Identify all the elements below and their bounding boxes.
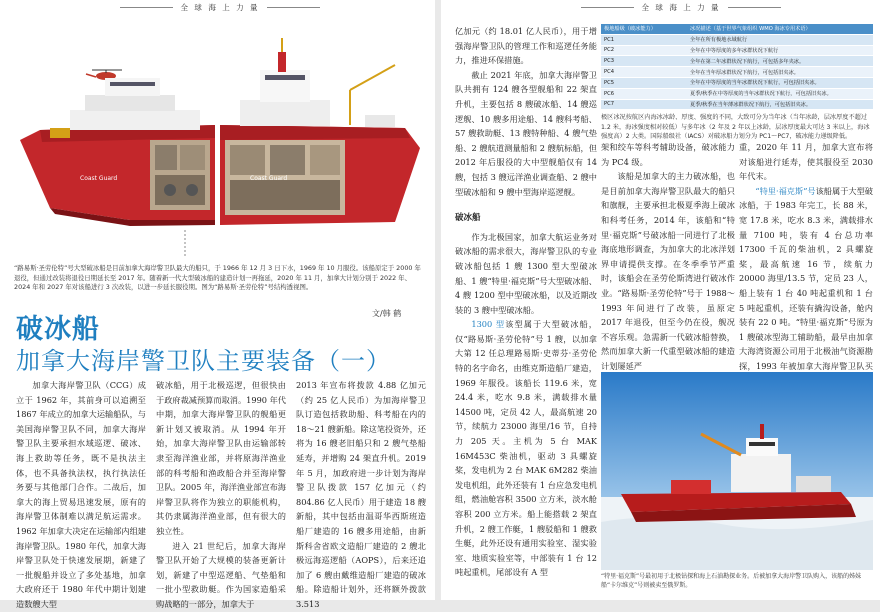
model-1300-label: 1300 型 bbox=[471, 319, 506, 330]
table-header-cell: 极地船级（破冰能力） bbox=[601, 24, 687, 34]
table-cell: PC7 bbox=[601, 99, 687, 110]
ice-class-table bbox=[601, 24, 873, 110]
ship-illustration-caption: “路易斯·圣劳伦特”号大型破冰船是目前加拿大海岸警卫队最大的船只，于 1966 年 12 月 3 日下水，1969 年 10 月服役。该船原定于 2000 年退役，但通过改装将退役日期延长至 2017 年。随着新一代大型破冰船的建造计划一再拖延，2020 年 11 月，加拿大计划分别于 2022 年、2024 年和 2027 年对该船进行 3 次改装，以进一步延长服役期。图为“路易斯·圣劳伦特”号结构透视图。 bbox=[14, 264, 421, 292]
table-cell: PC3 bbox=[601, 56, 687, 67]
right-banner bbox=[581, 0, 781, 14]
table-row bbox=[601, 45, 873, 56]
table-cell: PC6 bbox=[601, 88, 687, 99]
ship-hull-label-rear: Coast Guard bbox=[250, 175, 288, 182]
article-subtitle: 加拿大海岸警卫队主要装备（一） bbox=[16, 347, 391, 375]
photo-caption: “特里·福克斯”号最初用于北极钻探和海上石油勘探业务。后被加拿大海岸警卫队购入，该船的姊妹船“卡尔维克”号则被卖至俄罗斯。 bbox=[601, 573, 862, 589]
table-note: 极区冰况按航区内海冰冰龄、厚度、强度的不同，大致可分为当年冰（当年冰龄，层冰厚度不超过 1.2 米，海冰强度相对较低）与多年冰（2 年及 2 年以上冰龄，层冰厚度最大可达 3 米以上，海冰强度高）2 大类。国际船级社（IACS）对破冰船力划分为 PC1～PC7，破冰能力递级降低。 bbox=[601, 114, 870, 140]
left-page bbox=[0, 0, 435, 609]
paragraph: 该船是加拿大的主力破冰船，也是目前加拿大海岸警卫队最大的船只和旗舰，主要承担北极夏季海上破冰和科考任务，2014 年，该船和“特里·福克斯”号破冰船一同进行了北极海底地形调查，为加拿大的北冰洋划界申请提供支撑。在冬季季节严重时，该船会在圣劳伦斯湾进行破冰作业。“路易斯·圣劳伦特”号于 1988～1993 年间进行了改装，虽原定 2017 年退役，但至今仍在役，舰况不容乐观。急需新一代破冰船替换，然而加拿大新一代重型破冰船的建造计划屡延严 bbox=[601, 171, 735, 371]
table-cell: 全年在中等厚度的当年冰群状况下航行，可包括旧夹冰。 bbox=[687, 77, 873, 88]
table-cell: 夏季/秋季在中等厚度的当年冰群状况下航行，可包括旧夹冰。 bbox=[687, 88, 873, 99]
banner-text: 全 球 海 上 力 量 bbox=[180, 2, 260, 12]
section-heading: 破冰船 bbox=[455, 213, 481, 224]
paragraph: 破冰船，用于北极巡逻，但很快由于政府裁减预算而取消。1990 年代中期，加拿大海岸警卫队的舰船更新计划又被取消。从 1994 年开始，加拿大海岸警卫队由运输部转隶至海洋渔业部，并将原海洋渔业部的科考船和渔政船合并至海岸警卫队。2005 年，海洋渔业部宣布海岸警卫队将作为独立的职能机构，其仍隶属海洋渔业部，但有很大的独立性。 bbox=[156, 380, 286, 536]
right-column-3 bbox=[739, 140, 873, 388]
paragraph: 作为北极国家，加拿大航运业务对破冰船的需求很大，海岸警卫队的专业破冰船包括 1 艘 1300 型大型破冰船、1 艘“特里·福克斯”号大型破冰船、4 艘 1200 型中型破冰船，以及近期改装的 3 艘中型破冰船。 bbox=[455, 231, 597, 315]
table-header-row bbox=[601, 24, 873, 34]
left-column-2 bbox=[156, 378, 286, 612]
ice-class-table-block bbox=[601, 24, 873, 141]
right-column-1 bbox=[455, 24, 597, 580]
ship-hull-label: Coast Guard bbox=[80, 175, 118, 182]
left-banner bbox=[120, 0, 320, 14]
right-column-2 bbox=[601, 140, 735, 374]
table-row bbox=[601, 67, 873, 78]
table-row bbox=[601, 88, 873, 99]
ship-interior-cutaway bbox=[150, 140, 210, 210]
paragraph: 亿加元（约 18.01 亿人民币），用于增强海岸警卫队的管理工作和巡逻任务能力，推进环保措施。 bbox=[455, 26, 597, 66]
terry-fox-photo bbox=[601, 372, 873, 570]
paragraph: 截止 2021 年底，加拿大海岸警卫队共拥有 124 艘各型舰船和 22 架直升机，主要包括 8 艘破冰船、14 艘巡逻舰、10 艘多用途船、14 艘科考船、57 艘救助艇、13 艘特种船、4 艘气垫船、2 艘航道测量船和 2 艘航标船，但 2012 年后服役的大中型舰船仅有 14 艘，包括 3 艘远洋渔业调查船、2 艘中型破冰船和 9 艘中型海岸巡逻舰。 bbox=[455, 69, 597, 197]
table-row bbox=[601, 77, 873, 88]
table-row bbox=[601, 34, 873, 45]
ship-hull-rear-section bbox=[220, 38, 420, 225]
paragraph: 架和绞车等科考辅助设备，破冰能力为 PC4 级。 bbox=[601, 142, 735, 167]
paragraph: 该型属于大型破冰船，仅“路易斯·圣劳伦特”号 1 艘，以加拿大第 12 任总理路易斯·史蒂芬·圣劳伦特的名字命名，由维克斯造船厂建造，1969 年服役。该船长 119.6 米，宽 24.4 米，吃水 9.8 米，满载排水量 14500 吨，定员 42 人，最高航速 20 节，续航力 23000 海里/16 节，自持力 205 天。主机为 5 台 MAK 16M453C 柴油机，驱动 3 具螺旋桨，发电机为 2 台 MAK 6M282 柴油发电机组，此外还装有 1 台应急发电机组，燃油舱容积 3500 立方米，淡水舱容积 200 立方米。船上能搭载 2 架直升机，2 艘工作艇，1 艘驳船和 1 艘救生艇，此外还设有通用实验室、湿实验室、地质实验室等，中部装有 1 台 12 吨起重机，尾部设有 A 型 bbox=[455, 319, 597, 578]
ship-cutaway-illustration bbox=[10, 30, 428, 260]
right-page bbox=[441, 0, 880, 600]
left-column-3 bbox=[296, 378, 426, 612]
table-row bbox=[601, 99, 873, 110]
paragraph: 加拿大海岸警卫队（CCG）成立于 1962 年，其前身可以追溯至 1867 年成立的加拿大运输船队，与美国海岸警卫队不同，加拿大海岸警卫队主要承担水域巡逻、破冰、海上救助等任务，既不是执法主体，也不具备执法权，执行执法任务要与其他部门合作。二战后，加拿大的海上贸易迅速发展，原有的海岸警卫体制难以满足航运需求。1962 年加拿大决定在运输部内组建海岸警卫队。1980 年代，加拿大海岸警卫队处于快速发展期，新建了一批舰船并设立了多处基地，加拿大政府还于 1980 年代中期计划建造数艘大型 bbox=[16, 380, 146, 609]
table-cell: 全年在第二年冰群状况下航行，可包括多年夹冰。 bbox=[687, 56, 873, 67]
author-byline: 文/韩 鹤 bbox=[372, 309, 402, 318]
table-row bbox=[601, 56, 873, 67]
table-cell: 全年在中等厚度的多年冰群状况下航行 bbox=[687, 45, 873, 56]
table-header-cell: 冰况描述（基于世界气象组织 WMO 海冰专用术语） bbox=[687, 24, 873, 34]
article-title: 破冰船 bbox=[16, 314, 100, 345]
paragraph: 该船属于大型破冰船，于 1983 年完工，长 88 米，宽 17.8 米，吃水 8.3 米，满载排水量 7100 吨，装有 4 台总功率 17300 千瓦的柴油机，2 具螺旋桨，最高航速 16 节，续航力 20000 海里/13.5 节，定员 23 人，船上装有 1 台 40 吨起重机和 1 台 5 吨起重机，还装有撬沟设备，舱内装有 22 0 吨。“特里·福克斯”号原为 1 艘破冰型海工辅助船，最早由加拿大海湾资源公司用于北极油气资源勘探，1993 年被加拿大海岸警卫队买 bbox=[739, 185, 873, 371]
banner-text: 全 球 海 上 力 量 bbox=[641, 2, 721, 12]
paragraph: 2013 年宣布将拨款 4.88 亿加元（约 25 亿人民币）为加海岸警卫队订造包括救助船、科考船在内的 18～21 艘新船。除这笔投资外，还将为 16 艘老旧船只和 2 艘气垫船延寿，并增购 24 架直升机。2019 年 5 月，加政府进一步计划为海岸警卫队拨款 157 亿加元（约 804.86 亿人民币）用于建造 18 艘新船，其中包括由温哥华西斯班造船厂建造的 16 艘多用途船，由新斯科舍省欧文造船厂建造的 2 艘北极远海巡逻船（AOPS），后来还追加了 6 艘由戴维造船厂建造的破冰船。除造船计划外，还将额外拨款 3.513 bbox=[296, 380, 426, 609]
paragraph: 重，2020 年 11 月，加拿大宣布将对该船进行延寿，使其服役至 2030 年代末。 bbox=[739, 142, 873, 182]
table-cell: 夏季/秋季在当年薄冰群状况下航行，可包括旧夹冰。 bbox=[687, 99, 873, 110]
table-cell: PC4 bbox=[601, 67, 687, 78]
terry-fox-label: “特里·福克斯”号 bbox=[755, 185, 816, 196]
table-cell: PC2 bbox=[601, 45, 687, 56]
left-column-1 bbox=[16, 378, 146, 612]
table-cell: PC5 bbox=[601, 77, 687, 88]
table-cell: PC1 bbox=[601, 34, 687, 45]
table-cell: 全年在所有极地水域航行 bbox=[687, 34, 873, 45]
paragraph: 进入 21 世纪后，加拿大海岸警卫队开始了大规模的装备更新计划，新建了中型巡逻船、气垫船和一批小型救助艇。作为国家造船采购战略的一部分，加拿大于 bbox=[156, 540, 286, 609]
table-cell: 全年在当年厚冰群状况下航行，可包括旧夹冰。 bbox=[687, 67, 873, 78]
